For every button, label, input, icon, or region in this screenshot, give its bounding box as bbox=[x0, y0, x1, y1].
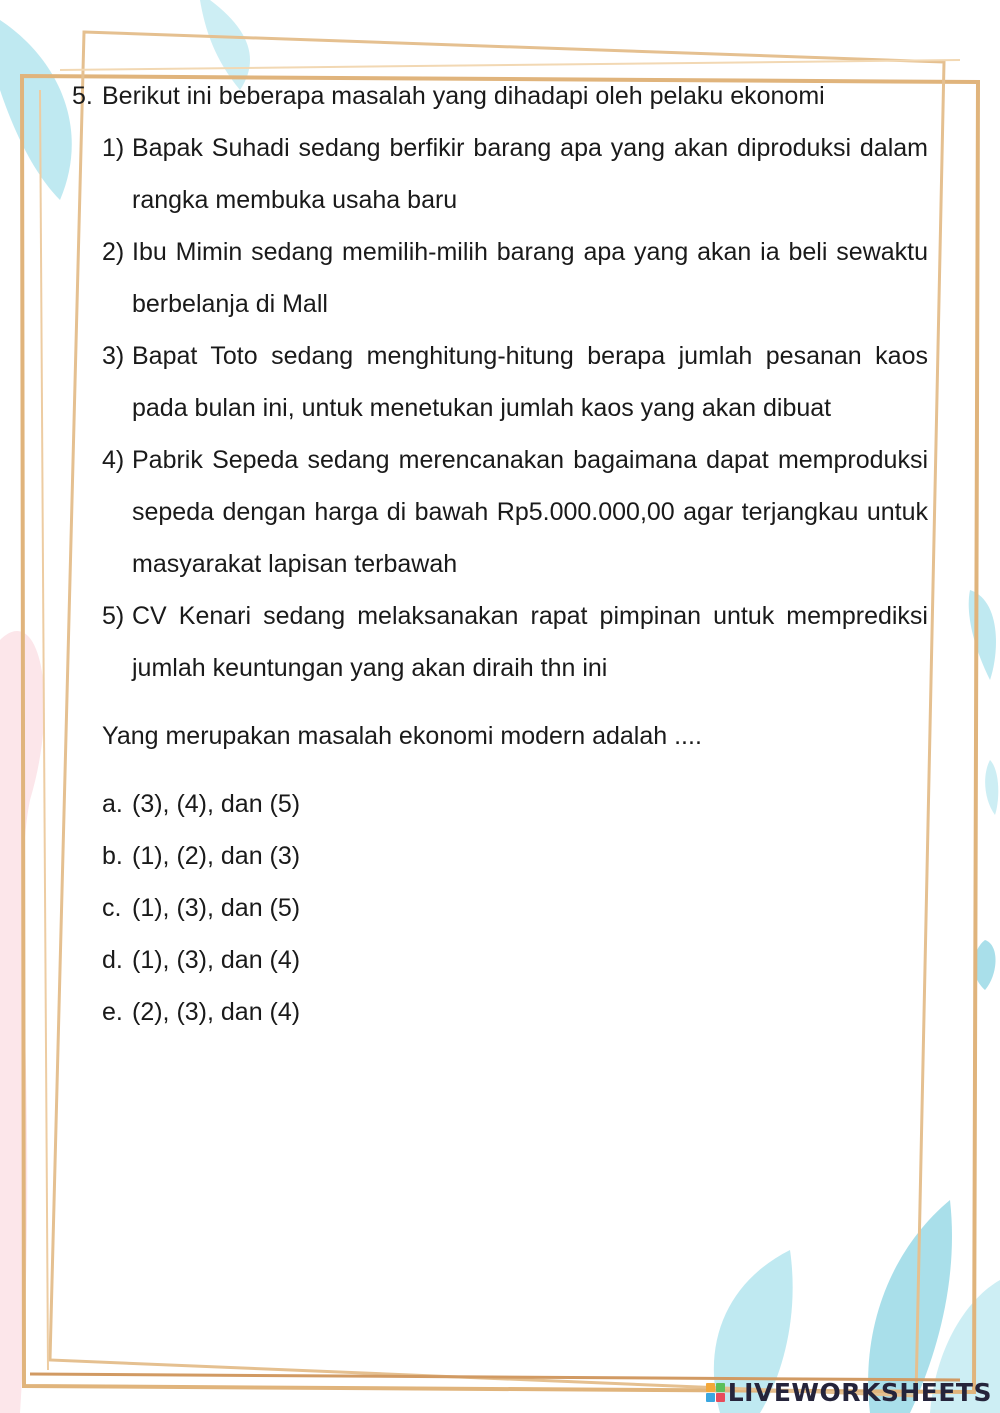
brand-wordmark: LIVEWORKSHEETS bbox=[727, 1378, 992, 1407]
item-number: 5) bbox=[102, 602, 125, 630]
pink-wash-left bbox=[0, 631, 44, 1413]
aqua-drop-right bbox=[974, 940, 996, 990]
item-text: CV Kenari sedang melaksanakan rapat pimpinan untuk memprediksi jumlah keuntungan yang akan diraih thn ini bbox=[132, 602, 928, 682]
option-letter: e. bbox=[102, 998, 123, 1026]
option-letter: c. bbox=[102, 894, 122, 922]
answer-option-b[interactable] bbox=[102, 830, 928, 882]
list-item bbox=[102, 434, 928, 590]
list-item bbox=[102, 122, 928, 226]
option-letter: b. bbox=[102, 842, 123, 870]
liveworksheets-logo-icon bbox=[706, 1383, 725, 1402]
question-stem: Berikut ini beberapa masalah yang dihadapi oleh pelaku ekonomi bbox=[102, 82, 825, 110]
answer-option-d[interactable] bbox=[102, 934, 928, 986]
item-text: Pabrik Sepeda sedang merencanakan bagaimana dapat memproduksi sepeda dengan harga di bawah Rp5.000.000,00 agar terjangkau untuk masyarakat lapisan terbawah bbox=[132, 446, 928, 578]
option-text: (1), (2), dan (3) bbox=[132, 842, 301, 870]
option-text: (1), (3), dan (4) bbox=[132, 946, 301, 974]
item-text: Ibu Mimin sedang memilih-milih barang apa yang akan ia beli sewaktu berbelanja di Mall bbox=[132, 238, 928, 318]
option-text: (3), (4), dan (5) bbox=[132, 790, 301, 818]
liveworksheets-brand bbox=[706, 1378, 992, 1407]
list-item bbox=[102, 226, 928, 330]
question-stem-row bbox=[72, 70, 928, 122]
item-number: 1) bbox=[102, 134, 125, 162]
answer-options bbox=[102, 778, 928, 1038]
list-item bbox=[102, 330, 928, 434]
aqua-leaf-top-left bbox=[0, 20, 72, 200]
problem-list bbox=[102, 122, 928, 694]
aqua-leaf-right-mid bbox=[969, 590, 996, 680]
item-number: 2) bbox=[102, 238, 125, 266]
question-content bbox=[72, 70, 928, 1038]
option-text: (1), (3), dan (5) bbox=[132, 894, 301, 922]
item-text: Bapat Toto sedang menghitung-hitung berapa jumlah pesanan kaos pada bulan ini, untuk menetukan jumlah kaos yang akan dibuat bbox=[132, 342, 928, 422]
option-letter: d. bbox=[102, 946, 123, 974]
aqua-leaf-right-low bbox=[985, 760, 998, 815]
answer-option-a[interactable] bbox=[102, 778, 928, 830]
answer-option-c[interactable] bbox=[102, 882, 928, 934]
option-text: (2), (3), dan (4) bbox=[132, 998, 301, 1026]
answer-option-e[interactable] bbox=[102, 986, 928, 1038]
item-text: Bapak Suhadi sedang berfikir barang apa yang akan diproduksi dalam rangka membuka usaha baru bbox=[132, 134, 928, 214]
list-item bbox=[102, 590, 928, 694]
question-prompt: Yang merupakan masalah ekonomi modern adalah .... bbox=[102, 722, 702, 750]
item-number: 4) bbox=[102, 446, 125, 474]
question-number: 5. bbox=[72, 82, 93, 110]
option-letter: a. bbox=[102, 790, 123, 818]
item-number: 3) bbox=[102, 342, 125, 370]
